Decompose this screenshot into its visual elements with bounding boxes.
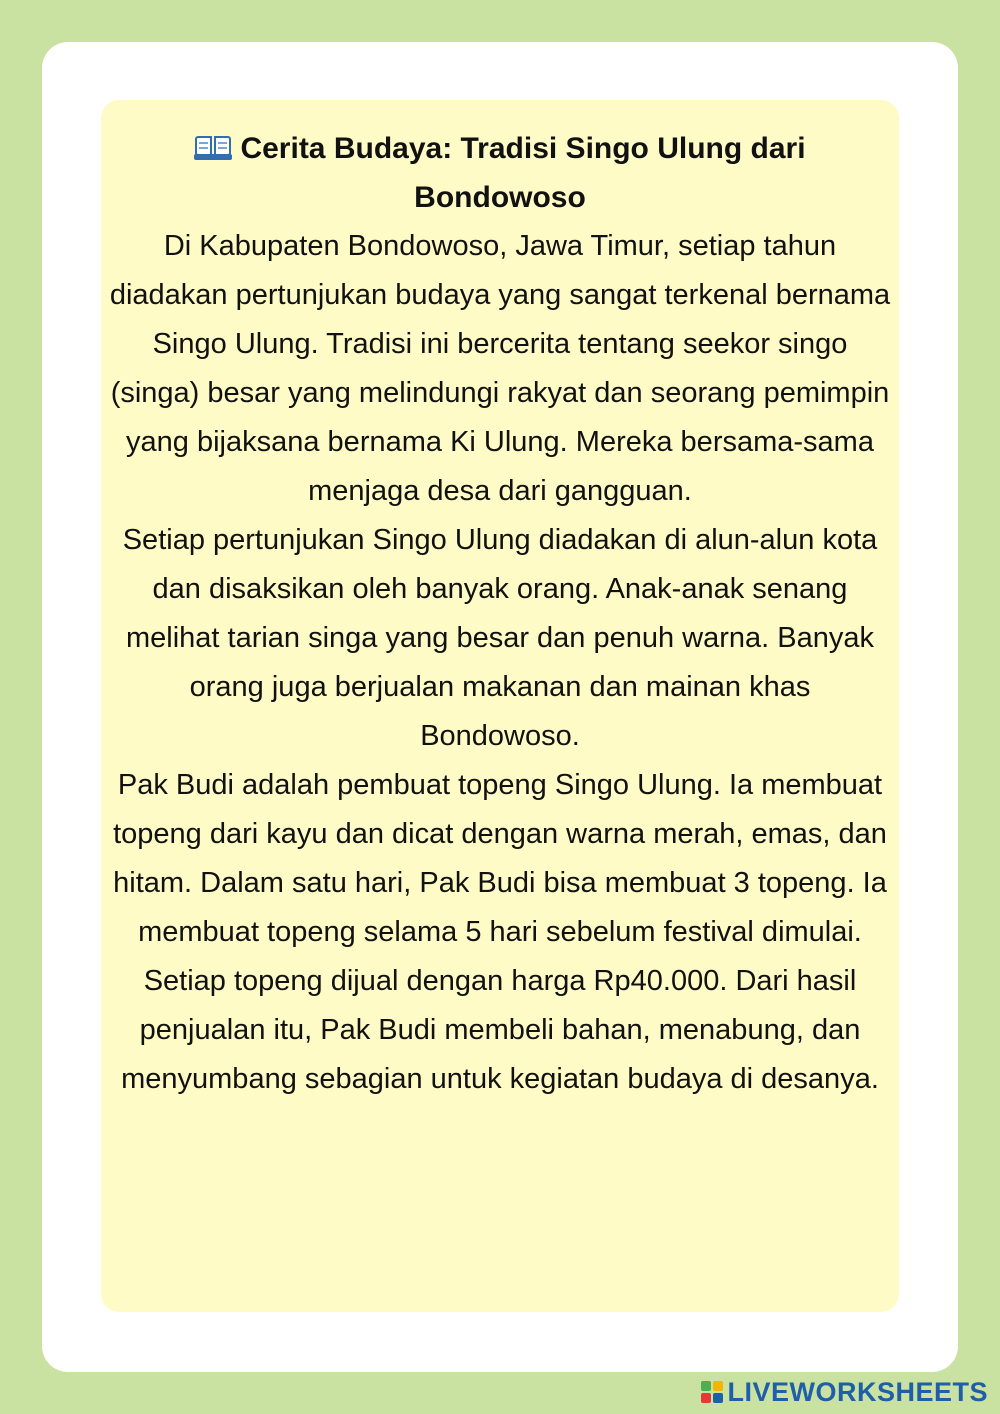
- logo-square-4: [713, 1393, 723, 1403]
- logo-square-2: [713, 1381, 723, 1391]
- story-paragraph-3: Pak Budi adalah pembuat topeng Singo Ulung. Ia membuat topeng dari kayu dan dicat dengan warna merah, emas, dan hitam. Dalam satu hari, Pak Budi bisa membuat 3 topeng. Ia membuat topeng selama 5 hari sebelum festival dimulai. Setiap topeng dijual dengan harga Rp40.000. Dari hasil penjualan itu, Pak Budi membeli bahan, menabung, dan menyumbang sebagian untuk kegiatan budaya di desanya.: [113, 769, 887, 1095]
- story-card: [101, 100, 899, 1312]
- story-title: [107, 124, 893, 222]
- story-paragraph-2: Setiap pertunjukan Singo Ulung diadakan di alun-alun kota dan disaksikan oleh banyak orang. Anak-anak senang melihat tarian singa yang besar dan penuh warna. Banyak orang juga berjualan makanan dan mainan khas Bondowoso.: [122, 524, 878, 752]
- book-icon: [194, 134, 232, 160]
- logo-square-3: [701, 1393, 711, 1403]
- brand-name: LIVEWORKSHEETS: [727, 1376, 988, 1407]
- liveworksheets-logo-icon: [701, 1381, 723, 1403]
- story-paragraph-1: Di Kabupaten Bondowoso, Jawa Timur, setiap tahun diadakan pertunjukan budaya yang sangat terkenal bernama Singo Ulung. Tradisi ini bercerita tentang seekor singo (singa) besar yang melindungi rakyat dan seorang pemimpin yang bijaksana bernama Ki Ulung. Mereka bersama-sama menjaga desa dari gangguan.: [109, 230, 891, 507]
- logo-square-1: [701, 1381, 711, 1391]
- story-title-text: Cerita Budaya: Tradisi Singo Ulung dari Bondowoso: [240, 132, 806, 214]
- liveworksheets-brand[interactable]: [701, 1374, 988, 1410]
